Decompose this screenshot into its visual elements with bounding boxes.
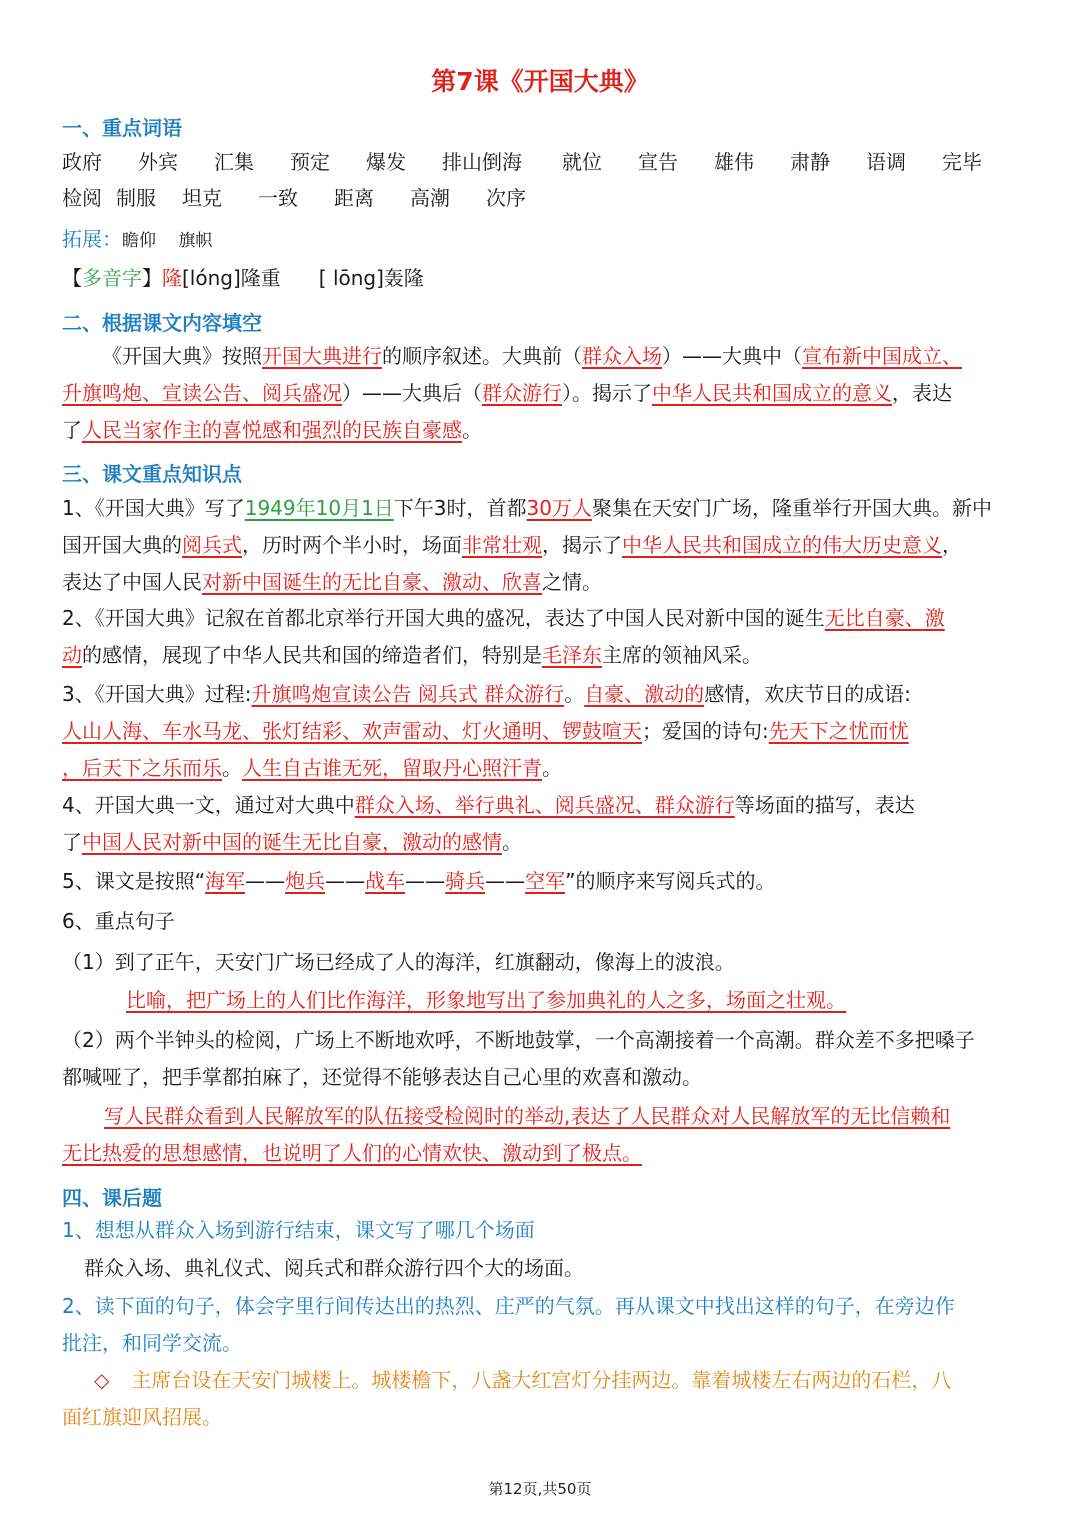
key-word: 一致 — [258, 186, 298, 210]
key-word: 汇集 — [214, 150, 254, 174]
text: 感情，欢庆节日的成语: — [704, 682, 911, 706]
key-word: 宣告 — [638, 150, 678, 174]
text: 主席的领袖风采。 — [602, 643, 762, 667]
bracket-close: 】 — [142, 266, 162, 290]
key-word: 就位 — [562, 150, 602, 174]
answer: 开国大典进行 — [262, 344, 382, 368]
answer: 群众入场、典礼仪式、阅兵式和群众游行四个大的场面。 — [84, 1256, 584, 1280]
answer: 炮兵 — [285, 869, 326, 893]
dash: —— — [405, 869, 446, 893]
text: 4、开国大典一文，通过对大典中 — [62, 793, 355, 817]
key-word: 肃静 — [790, 150, 830, 174]
extension-words: 瞻仰 旗帜 — [122, 231, 213, 251]
answer: 空军 — [525, 869, 566, 893]
answer: 对新中国诞生的无比自豪、激动、欣喜 — [202, 570, 542, 594]
section-4-heading: 四、课后题 — [62, 1186, 162, 1210]
exercise-2-question — [62, 1288, 1022, 1362]
answer: 中国人民对新中国的诞生无比自豪，激动的感情 — [82, 830, 502, 854]
answer: 非常壮观 — [462, 533, 542, 557]
key-sentence-2 — [62, 1022, 1022, 1096]
key-word: 预定 — [290, 150, 330, 174]
text: ，表达 — [892, 381, 952, 405]
text: 。 — [462, 418, 482, 442]
key-words-row-1 — [62, 152, 982, 172]
page-title: 第7课《开国大典》 — [431, 67, 649, 96]
key-word: 距离 — [334, 186, 374, 210]
section-2-heading: 二、根据课文内容填空 — [62, 311, 262, 335]
answer-date: 1949年10月1日 — [244, 496, 394, 520]
answer: 升旗鸣炮宣读公告 阅兵式 群众游行 — [251, 682, 565, 706]
key-words-row-2 — [62, 188, 526, 208]
key-word: 语调 — [866, 150, 906, 174]
key-word: 完毕 — [942, 150, 982, 174]
text: 2、《开国大典》记叙在首都北京举行开国大典的盛况，表达了中国人民对新中国的诞生 — [62, 606, 825, 630]
polyphone-label: 多音字 — [82, 266, 142, 290]
answer: 升旗鸣炮、宣读公告、阅兵盛况 — [62, 381, 342, 405]
polyphone-char: 隆 — [162, 266, 182, 290]
answer: 比喻，把广场上的人们比作海洋，形象地写出了参加典礼的人之多，场面之壮观。 — [126, 988, 846, 1012]
text: ”的顺序来写阅兵式的。 — [565, 869, 776, 893]
section-3-heading: 三、课文重点知识点 — [62, 462, 242, 486]
bracket-open: 【 — [62, 266, 82, 290]
answer: 群众入场、举行典礼、阅兵盛况、群众游行 — [354, 793, 735, 817]
answer: 动 — [62, 643, 82, 667]
polyphone-reading-1: [lóng]隆重 — [182, 266, 281, 290]
dash: —— — [485, 869, 526, 893]
text: ）——大典后（ — [342, 381, 482, 405]
text: 了 — [62, 830, 82, 854]
exercise-1-question — [62, 1212, 1022, 1249]
answer: 群众游行 — [482, 381, 562, 405]
text: 的感情，展现了中华人民共和国的缔造者们，特别是 — [82, 643, 542, 667]
answer: 人山人海、车水马龙、张灯结彩、欢声雷动、灯火通明、锣鼓喧天 — [62, 719, 642, 743]
dash: —— — [245, 869, 286, 893]
sentence: 主席台设在天安门城楼上。城楼檐下，八盏大红宫灯分挂两边。靠着城楼左右两边的石栏，八 — [131, 1368, 952, 1392]
answer: 自豪、激动的 — [584, 682, 705, 706]
answer: 阅兵式 — [182, 533, 242, 557]
answer: 中华人民共和国成立的伟大历史意义 — [622, 533, 942, 557]
question: 1、想想从群众入场到游行结束，课文写了哪几个场面 — [62, 1218, 535, 1242]
text: 表达了中国人民 — [62, 570, 202, 594]
text: 3、《开国大典》过程: — [62, 682, 252, 706]
exercise-1-answer — [62, 1250, 1022, 1287]
text: ， — [942, 533, 962, 557]
key-word: 检阅 — [62, 186, 102, 210]
answer: 群众入场 — [582, 344, 662, 368]
answer: 毛泽东 — [542, 643, 602, 667]
text: 国开国大典的 — [62, 533, 182, 557]
key-word: 制服 — [116, 186, 156, 210]
knowledge-point-3 — [62, 676, 1022, 787]
answer: 先天下之忧而忧 — [768, 719, 909, 743]
answer: 人生自古谁无死，留取丹心照汗青 — [242, 756, 542, 780]
key-word: 坦克 — [182, 186, 222, 210]
polyphone-reading-2: [ lōng]轰隆 — [318, 266, 424, 290]
text: 《开国大典》按照 — [102, 344, 262, 368]
text: 的顺序叙述。大典前（ — [382, 344, 582, 368]
key-word: 爆发 — [366, 150, 406, 174]
dash: —— — [325, 869, 366, 893]
key-word: 外宾 — [138, 150, 178, 174]
text: 聚集在天安门广场，隆重举行开国大典。新中 — [592, 496, 992, 520]
page-footer: 第12页,共50页 — [488, 1480, 592, 1498]
text: ）。揭示了 — [562, 381, 652, 405]
text: 。 — [564, 682, 585, 706]
knowledge-point-6 — [62, 903, 1022, 940]
key-sentence-2-analysis — [62, 1098, 1022, 1172]
question: 批注，和同学交流。 — [62, 1331, 242, 1355]
answer: 写人民群众看到人民解放军的队伍接受检阅时的举动,表达了人民群众对人民解放军的无比信赖和 — [104, 1104, 951, 1128]
sentence: （1）到了正午，天安门广场已经成了人的海洋，红旗翻动，像海上的波浪。 — [62, 950, 735, 974]
section-1-heading: 一、重点词语 — [62, 116, 182, 140]
text: 。 — [222, 756, 242, 780]
answer: 人民当家作主的喜悦感和强烈的民族自豪感 — [82, 418, 462, 442]
text: 之情。 — [542, 570, 602, 594]
answer: 海军 — [205, 869, 246, 893]
key-word: 次序 — [486, 186, 526, 210]
knowledge-point-5 — [62, 863, 1022, 900]
extension-label: 拓展： — [62, 227, 122, 251]
text: ）——大典中（ — [662, 344, 802, 368]
text: 。 — [542, 756, 562, 780]
diamond-bullet-icon: ◇ — [94, 1368, 110, 1392]
answer: 宣布新中国成立、 — [802, 344, 962, 368]
text: 1、《开国大典》写了 — [62, 496, 245, 520]
extension-row — [62, 229, 212, 251]
key-word: 雄伟 — [714, 150, 754, 174]
answer: ，后天下之乐而乐 — [62, 756, 222, 780]
text: 了 — [62, 418, 82, 442]
knowledge-point-1 — [62, 490, 1022, 601]
text: ，历时两个半小时，场面 — [242, 533, 462, 557]
sentence: 面红旗迎风招展。 — [62, 1405, 222, 1429]
text: 。 — [502, 830, 522, 854]
knowledge-point-4 — [62, 787, 1022, 861]
question: 2、读下面的句子，体会字里行间传达出的热烈、庄严的气氛。再从课文中找出这样的句子，在旁边作 — [62, 1294, 955, 1318]
answer: 骑兵 — [445, 869, 486, 893]
answer: 30万人 — [526, 496, 592, 520]
answer: 无比热爱的思想感情，也说明了人们的心情欢快、激动到了极点。 — [62, 1141, 642, 1165]
answer: 中华人民共和国成立的意义 — [652, 381, 892, 405]
answer: 无比自豪、激 — [824, 606, 945, 630]
fill-blank-paragraph — [62, 338, 1022, 449]
text: 等场面的描写，表达 — [734, 793, 915, 817]
sentence: （2）两个半钟头的检阅，广场上不断地欢呼，不断地鼓掌，一个高潮接着一个高潮。群众差不多把嗓子 — [62, 1028, 975, 1052]
exercise-2-sentence — [62, 1362, 1022, 1436]
text: ，揭示了 — [542, 533, 622, 557]
text: 下午3时，首都 — [393, 496, 527, 520]
key-word: 排山倒海 — [442, 150, 522, 174]
polyphone-row — [62, 268, 424, 288]
key-sentence-1-analysis — [62, 982, 1022, 1019]
text: 5、课文是按照“ — [62, 869, 206, 893]
text: 6、重点句子 — [62, 909, 175, 933]
sentence: 都喊哑了，把手掌都拍麻了，还觉得不能够表达自己心里的欢喜和激动。 — [62, 1065, 702, 1089]
key-word: 政府 — [62, 150, 102, 174]
answer: 战车 — [365, 869, 406, 893]
text: ；爱国的诗句: — [642, 719, 769, 743]
knowledge-point-2 — [62, 600, 1022, 674]
key-word: 高潮 — [410, 186, 450, 210]
key-sentence-1 — [62, 944, 1022, 981]
